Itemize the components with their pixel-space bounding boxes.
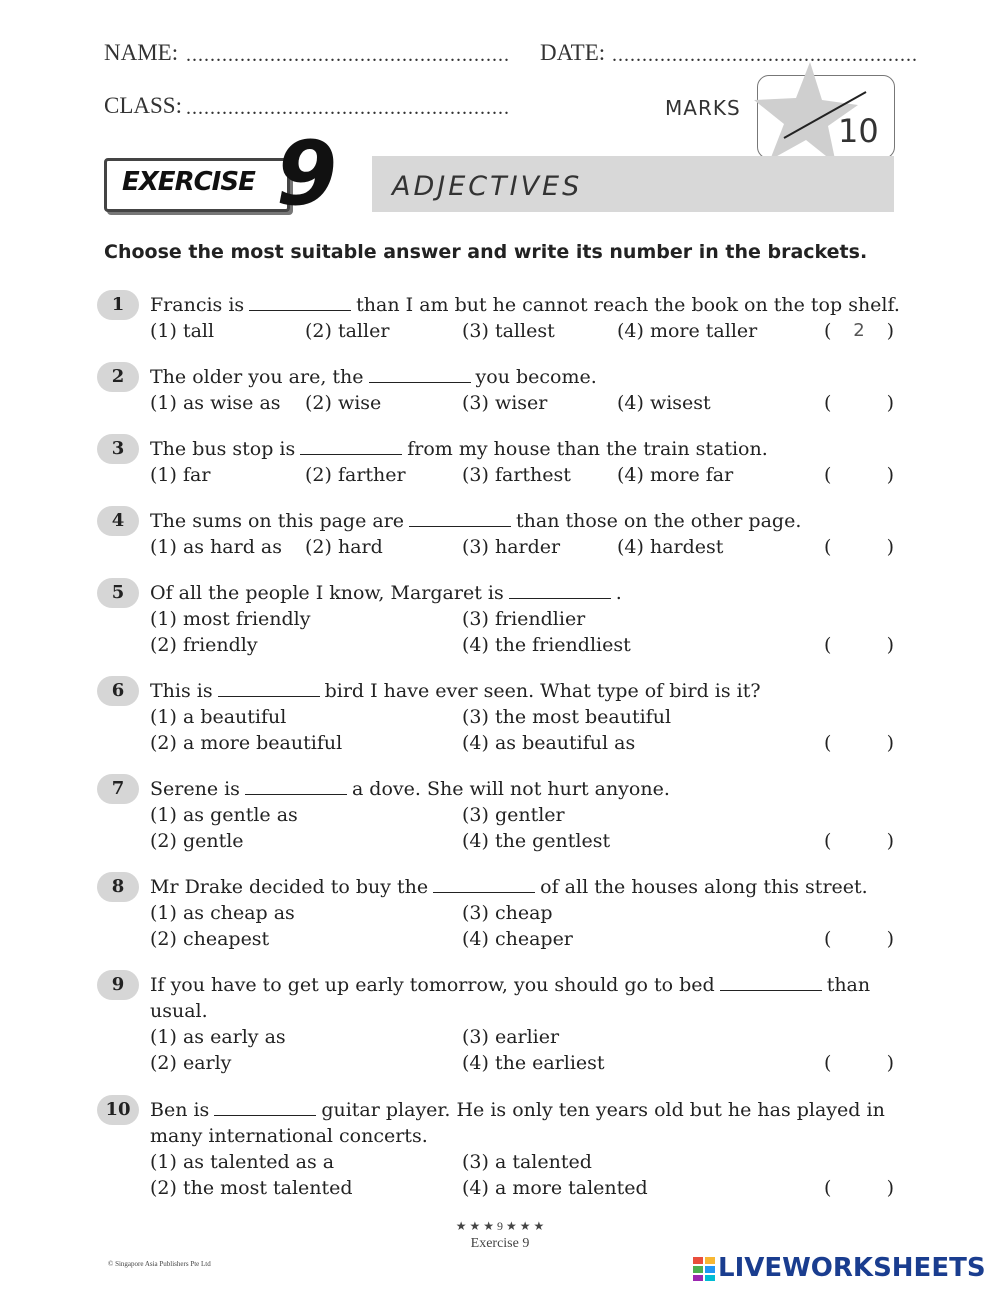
option-3: (3) earlier xyxy=(462,1026,560,1048)
option-2: (2) farther xyxy=(305,464,406,486)
question-text-before: Ben is xyxy=(150,1099,210,1121)
bracket-close: ) xyxy=(886,732,894,754)
option-2: (2) taller xyxy=(305,320,390,342)
option-3: (3) friendlier xyxy=(462,608,586,630)
question-text-before: Mr Drake decided to buy the xyxy=(150,876,429,898)
answer-bracket[interactable] xyxy=(824,926,894,952)
question-number: 10 xyxy=(97,1095,139,1125)
question-number: 3 xyxy=(97,434,139,464)
question-text-line2: usual. xyxy=(150,1000,208,1022)
name-line: ...................................................... xyxy=(186,44,510,66)
marks-total: 10 xyxy=(838,112,879,150)
option-2: (2) gentle xyxy=(150,830,244,852)
answer-blank xyxy=(409,508,511,527)
option-4: (4) hardest xyxy=(617,536,724,558)
option-3: (3) gentler xyxy=(462,804,565,826)
option-3: (3) cheap xyxy=(462,902,553,924)
question-text-after: guitar player. He is only ten years old but he has played in xyxy=(321,1099,885,1121)
option-3: (3) farthest xyxy=(462,464,571,486)
bracket-open: ( xyxy=(824,320,832,342)
option-3: (3) harder xyxy=(462,536,561,558)
answer-bracket[interactable] xyxy=(824,632,894,658)
marks-label: MARKS xyxy=(665,96,741,120)
bracket-close: ) xyxy=(886,464,894,486)
option-1: (1) as early as xyxy=(150,1026,286,1048)
bracket-open: ( xyxy=(824,732,832,754)
question-text-before: The sums on this page are xyxy=(150,510,405,532)
answer-bracket[interactable] xyxy=(824,534,894,560)
question-number: 8 xyxy=(97,872,139,902)
question-number: 5 xyxy=(97,578,139,608)
option-4: (4) more taller xyxy=(617,320,758,342)
bracket-close: ) xyxy=(886,320,894,342)
option-1: (1) far xyxy=(150,464,211,486)
option-2: (2) hard xyxy=(305,536,383,558)
question-text-before: The bus stop is xyxy=(150,438,296,460)
bracket-open: ( xyxy=(824,464,832,486)
option-4: (4) as beautiful as xyxy=(462,732,636,754)
answer-blank xyxy=(369,364,471,383)
question-text xyxy=(150,678,761,704)
option-4: (4) wisest xyxy=(617,392,711,414)
answer-blank xyxy=(214,1097,316,1116)
answer-blank xyxy=(433,874,535,893)
footer-stars: ★ ★ ★ 9 ★ ★ ★ xyxy=(455,1219,545,1233)
footer-label: Exercise 9 xyxy=(470,1236,530,1251)
question-text-after: than I am but he cannot reach the book on the top shelf. xyxy=(356,294,900,316)
option-3: (3) wiser xyxy=(462,392,548,414)
bracket-close: ) xyxy=(886,1177,894,1199)
question-text xyxy=(150,292,900,318)
question-number: 1 xyxy=(97,290,139,320)
question-number: 2 xyxy=(97,362,139,392)
bracket-open: ( xyxy=(824,536,832,558)
question-text-before: The older you are, the xyxy=(150,366,364,388)
option-1: (1) as wise as xyxy=(150,392,281,414)
answer-bracket[interactable] xyxy=(824,1050,894,1076)
option-2: (2) early xyxy=(150,1052,232,1074)
bracket-close: ) xyxy=(886,392,894,414)
option-3: (3) tallest xyxy=(462,320,555,342)
answer-blank xyxy=(720,972,822,991)
question-text xyxy=(150,874,868,900)
answer-bracket[interactable] xyxy=(824,730,894,756)
answer-blank xyxy=(249,292,351,311)
question-text-after: bird I have ever seen. What type of bird is it? xyxy=(324,680,761,702)
answer-bracket[interactable] xyxy=(824,390,894,416)
question-text-before: If you have to get up early tomorrow, you should go to bed xyxy=(150,974,715,996)
option-2: (2) cheapest xyxy=(150,928,270,950)
answer-bracket[interactable] xyxy=(824,318,894,344)
option-3: (3) a talented xyxy=(462,1151,592,1173)
question-text-after: than those on the other page. xyxy=(516,510,802,532)
exercise-number: 9 xyxy=(276,122,338,225)
bracket-open: ( xyxy=(824,928,832,950)
bracket-open: ( xyxy=(824,392,832,414)
option-1: (1) tall xyxy=(150,320,215,342)
answer-blank xyxy=(218,678,320,697)
option-1: (1) as cheap as xyxy=(150,902,295,924)
option-1: (1) as talented as a xyxy=(150,1151,335,1173)
question-text-after: you become. xyxy=(475,366,597,388)
date-label: DATE: xyxy=(540,40,606,65)
question-number: 6 xyxy=(97,676,139,706)
answer-blank xyxy=(300,436,402,455)
date-line: ................................................... xyxy=(612,44,918,66)
question-text xyxy=(150,364,597,390)
question-number: 4 xyxy=(97,506,139,536)
answer-blank xyxy=(245,776,347,795)
option-2: (2) a more beautiful xyxy=(150,732,343,754)
option-2: (2) the most talented xyxy=(150,1177,353,1199)
question-text xyxy=(150,776,670,802)
copyright: © Singapore Asia Publishers Pte Ltd xyxy=(108,1260,211,1268)
question-text-after: a dove. She will not hurt anyone. xyxy=(351,778,670,800)
question-text xyxy=(150,972,870,998)
answer-blank xyxy=(509,580,611,599)
answer-value[interactable]: 2 xyxy=(853,320,865,341)
question-text xyxy=(150,436,768,462)
option-4: (4) the gentlest xyxy=(462,830,611,852)
option-4: (4) cheaper xyxy=(462,928,573,950)
option-1: (1) as hard as xyxy=(150,536,282,558)
instruction: Choose the most suitable answer and write its number in the brackets. xyxy=(104,241,868,263)
option-4: (4) more far xyxy=(617,464,734,486)
question-number: 9 xyxy=(97,970,139,1000)
bracket-close: ) xyxy=(886,536,894,558)
answer-bracket[interactable] xyxy=(824,1175,894,1201)
option-2: (2) friendly xyxy=(150,634,258,656)
liveworksheets-brand[interactable]: LIVEWORKSHEETS xyxy=(718,1253,986,1283)
question-text-after: . xyxy=(615,582,622,604)
question-number: 7 xyxy=(97,774,139,804)
question-text-after: of all the houses along this street. xyxy=(540,876,868,898)
option-4: (4) the friendliest xyxy=(462,634,631,656)
option-3: (3) the most beautiful xyxy=(462,706,672,728)
question-text-before: Of all the people I know, Margaret is xyxy=(150,582,504,604)
question-text-before: This is xyxy=(150,680,213,702)
question-text xyxy=(150,580,622,606)
bracket-open: ( xyxy=(824,634,832,656)
answer-bracket[interactable] xyxy=(824,828,894,854)
name-label: NAME: xyxy=(104,40,179,65)
option-1: (1) a beautiful xyxy=(150,706,287,728)
option-2: (2) wise xyxy=(305,392,382,414)
option-1: (1) most friendly xyxy=(150,608,311,630)
page-title: ADJECTIVES xyxy=(392,171,583,202)
option-4: (4) the earliest xyxy=(462,1052,605,1074)
question-text-after: from my house than the train station. xyxy=(407,438,768,460)
exercise-word: EXERCISE xyxy=(122,167,255,197)
option-1: (1) as gentle as xyxy=(150,804,298,826)
answer-bracket[interactable] xyxy=(824,462,894,488)
bracket-close: ) xyxy=(886,830,894,852)
question-text-after: than xyxy=(826,974,871,996)
question-text-before: Francis is xyxy=(150,294,245,316)
bracket-open: ( xyxy=(824,1052,832,1074)
bracket-open: ( xyxy=(824,830,832,852)
bracket-close: ) xyxy=(886,1052,894,1074)
bracket-close: ) xyxy=(886,634,894,656)
question-text-before: Serene is xyxy=(150,778,240,800)
question-text xyxy=(150,508,801,534)
bracket-close: ) xyxy=(886,928,894,950)
question-text xyxy=(150,1097,885,1123)
question-text-line2: many international concerts. xyxy=(150,1125,428,1147)
option-4: (4) a more talented xyxy=(462,1177,648,1199)
class-line: ...................................................... xyxy=(186,97,510,119)
liveworksheets-logo-icon xyxy=(692,1256,716,1282)
bracket-open: ( xyxy=(824,1177,832,1199)
class-label: CLASS: xyxy=(104,93,182,118)
